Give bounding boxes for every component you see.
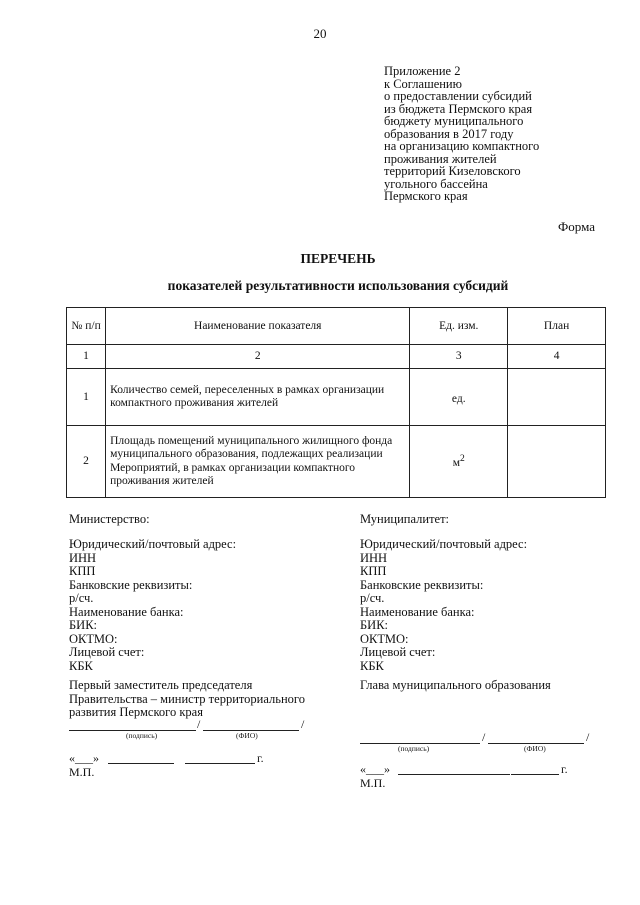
row-name: Площадь помещений муниципального жилищного фонда муниципального образования, подлежащих реализации Мероприятий, в рамках организации компактного проживания жителей: [106, 426, 410, 498]
left-slash: /: [301, 717, 305, 731]
appendix-line: Приложение 2: [384, 64, 461, 78]
table-row: [67, 426, 606, 498]
appendix-line: бюджету муниципального: [384, 114, 524, 128]
right-slash: /: [482, 730, 486, 744]
appendix-line: о предоставлении субсидий: [384, 89, 532, 103]
right-seal: М.П.: [360, 776, 386, 790]
unit-text: ед.: [451, 392, 466, 405]
detail-line: ИНН: [69, 550, 97, 565]
document-subtitle: показателей результативности использования субсидий: [167, 278, 509, 293]
detail-line: Наименование банка:: [69, 604, 184, 619]
header-unit: Ед. изм.: [410, 308, 508, 345]
row-num: 2: [67, 426, 106, 498]
document-title: ПЕРЕЧЕНЬ: [300, 251, 376, 266]
right-details: [360, 538, 527, 673]
row-plan: [508, 369, 606, 426]
right-date-line: [511, 774, 559, 775]
index-cell: 1: [67, 345, 106, 369]
unit-sup: 2: [460, 453, 465, 465]
header-plan: План: [508, 308, 606, 345]
appendix-heading: [384, 65, 624, 203]
detail-line: БИК:: [360, 618, 389, 632]
appendix-line: Пермского края: [384, 189, 468, 203]
table-row: [67, 369, 606, 426]
row-unit: [410, 369, 508, 426]
detail-line: КБК: [69, 658, 93, 673]
position-line: Правительства – министр территориального: [69, 691, 305, 706]
detail-line: КПП: [69, 564, 96, 578]
index-cell: 3: [410, 345, 508, 369]
left-position: [69, 679, 305, 720]
detail-line: Банковские реквизиты:: [360, 577, 484, 592]
right-fio-caption: (ФИО): [524, 744, 546, 753]
detail-line: р/сч.: [69, 591, 94, 605]
left-heading: Министерство:: [69, 512, 150, 526]
right-date-suffix: г.: [561, 762, 568, 776]
detail-line: КБК: [360, 658, 384, 673]
detail-line: Наименование банка:: [360, 604, 475, 619]
left-date-suffix: г.: [257, 751, 264, 765]
appendix-line: проживания жителей: [384, 151, 497, 166]
detail-line: ОКТМО:: [360, 631, 409, 646]
row-num: 1: [67, 369, 106, 426]
indicators-table: [66, 307, 606, 498]
table-index-row: [67, 345, 606, 369]
row-name: Количество семей, переселенных в рамках организации компактного проживания жителей: [106, 369, 410, 426]
left-details: [69, 538, 236, 673]
detail-line: БИК:: [69, 618, 98, 632]
right-date-prefix: «___»: [360, 762, 390, 776]
right-position: [360, 679, 551, 693]
detail-line: ОКТМО:: [69, 631, 118, 646]
detail-line: КПП: [360, 564, 387, 578]
position-line: Глава муниципального образования: [360, 678, 551, 692]
right-date-line: [398, 774, 510, 775]
detail-line: Юридический/почтовый адрес:: [360, 537, 528, 551]
detail-line: Лицевой счет:: [360, 645, 436, 659]
right-slash: /: [586, 730, 590, 744]
form-label: Форма: [558, 219, 595, 234]
appendix-line: образования в 2017 году: [384, 126, 514, 141]
header-name: Наименование показателя: [106, 308, 410, 345]
left-date-line: [108, 763, 174, 764]
right-heading: Муниципалитет:: [360, 512, 450, 526]
appendix-line: к Соглашению: [384, 76, 462, 91]
detail-line: Юридический/почтовый адрес:: [69, 537, 237, 551]
left-slash: /: [197, 717, 201, 731]
appendix-line: угольного бассейна: [384, 176, 488, 191]
detail-line: р/сч.: [360, 591, 385, 605]
right-sign-caption: (подпись): [398, 744, 430, 753]
appendix-line: территорий Кизеловского: [384, 164, 521, 178]
left-fio-caption: (ФИО): [236, 731, 258, 740]
detail-line: Банковские реквизиты:: [69, 577, 193, 592]
appendix-line: из бюджета Пермского края: [384, 101, 533, 116]
index-cell: 2: [106, 345, 410, 369]
left-sign-caption: (подпись): [126, 731, 158, 740]
row-plan: [508, 426, 606, 498]
page-number: 20: [313, 26, 327, 41]
detail-line: ИНН: [360, 550, 388, 565]
position-line: развития Пермского края: [69, 705, 203, 719]
index-cell: 4: [508, 345, 606, 369]
position-line: Первый заместитель председателя: [69, 678, 253, 692]
row-unit: [410, 426, 508, 498]
appendix-line: на организацию компактного: [384, 139, 540, 153]
detail-line: Лицевой счет:: [69, 645, 145, 659]
table-header-row: [67, 308, 606, 345]
header-num: № п/п: [67, 308, 106, 345]
unit-text: м: [452, 456, 461, 469]
left-seal: М.П.: [69, 765, 95, 779]
left-date-line: [185, 763, 255, 764]
left-date-prefix: «___»: [69, 751, 99, 765]
